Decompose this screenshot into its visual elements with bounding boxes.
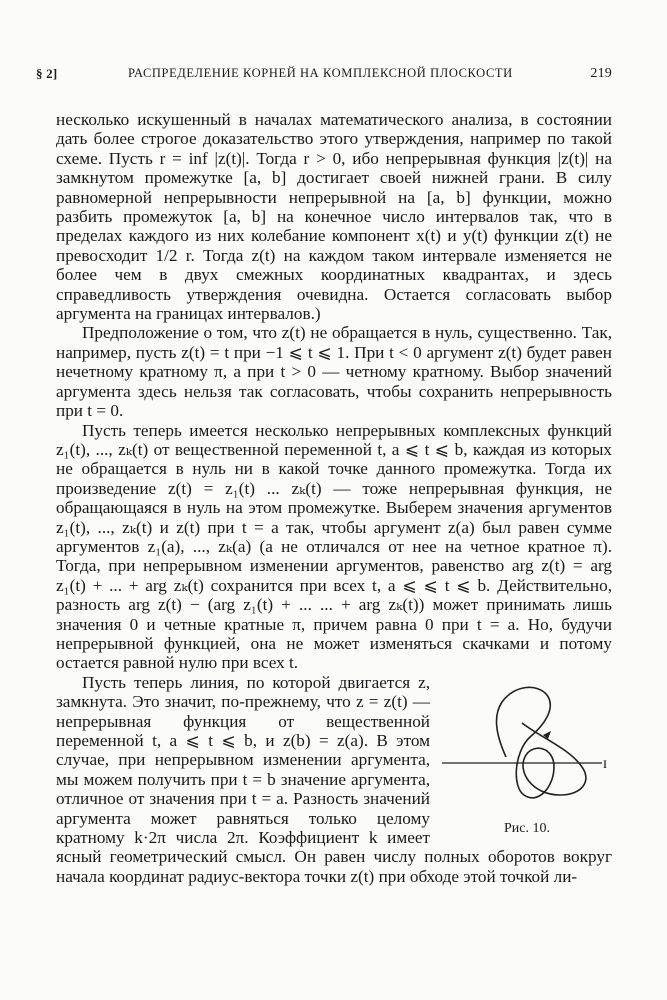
curve-path (496, 687, 585, 797)
section-number: § 2] (36, 66, 58, 81)
running-title: РАСПРЕДЕЛЕНИЕ КОРНЕЙ НА КОМПЛЕКСНОЙ ПЛОСКОСТИ (128, 66, 513, 80)
paragraph-2: Предположение о том, что z(t) не обращается в нуль, существенно. Так, например, пусть z(t) = t при −1 ⩽ t ⩽ 1. При t < 0 аргумент z(t) будет равен нечетному кратному π, а при t > 0 — четному кратному. Выбор значений аргумента здесь нельзя так согласовать, чтобы сохранить непрерывность при t = 0. (56, 323, 612, 421)
paragraph-3: Пусть теперь имеется несколько непрерывных комплексных функций z₁(t), ..., zₖ(t) от вещественной переменной t, a ⩽ t ⩽ b, каждая из которых не обращается в нуль ни в какой точке данного промежутка. Тогда их произведение z(t) = z₁(t) ... zₖ(t) — тоже непрерывная функция, не обращающаяся в нуль на этом промежутке. Выберем значения аргументов z₁(t), ..., zₖ(t) и z(t) при t = a так, чтобы аргумент z(a) был равен сумме аргументов z₁(a), ..., zₖ(a) (а не отличался от нее на четное кратное π). Тогда, при непрерывном изменении аргументов, равенство arg z(t) = arg z₁(t) + ... + arg zₖ(t) сохранится при всех t, a ⩽ ⩽ t ⩽ b. Действительно, разность arg z(t) − (arg z₁(t) + ... ... + arg zₖ(t)) может принимать лишь значения 0 и четные кратные π, причем равна 0 при t = a. Но, будучи непрерывной функцией, она не может изменяться скачками и потому остается равной нулю при всех t. (56, 420, 612, 673)
paragraph-4: Пусть теперь линия, по которой двигается z, замкнута. Это значит, по-прежнему, что z = z(t) — непрерывная функция от вещественной переменной t, a ⩽ t ⩽ b, и z(b) = z(a). В этом случае, при непрерывном изменении аргумента, мы можем получить при t = b значение аргумента, отличное от значения при t = a. Разность значений аргумента может равняться только целому кратному k·2π числа 2π. Коэффициент k имеет ясный геометрический смысл. Он равен числу полных оборотов вокруг начала координат радиус-вектора точки z(t) при обходе этой точкой ли- (56, 672, 612, 886)
paragraph-1: несколько искушенный в началах математического анализа, в состоянии дать более строгое доказательство этого утверждения, например по такой схеме. Пусть r = inf |z(t)|. Тогда r > 0, ибо непрерывная функция |z(t)| на замкнутом промежутке [a, b] достигает своей нижней грани. В силу равномерной непрерывности непрерывной на [a, b] функции, можно разбить промежуток [a, b] на конечное число интервалов так, что в пределах каждого из них колебание компонент x(t) и y(t) функции z(t) не превосходит 1/2 r. Тогда z(t) на каждом таком интервале изменяется не более чем в двух смежных координатных квадрантах, и здесь справедливость утверждения очевидна. Остается согласовать выбор аргумента на границах интервалов.) (56, 110, 612, 324)
axis-label: I (603, 756, 607, 771)
running-header (36, 66, 612, 92)
page-number: 219 (590, 66, 612, 81)
figure-10 (442, 677, 612, 842)
figure-caption: Рис. 10. (504, 820, 550, 836)
closed-curve-figure (442, 677, 612, 817)
page-body (56, 110, 612, 886)
